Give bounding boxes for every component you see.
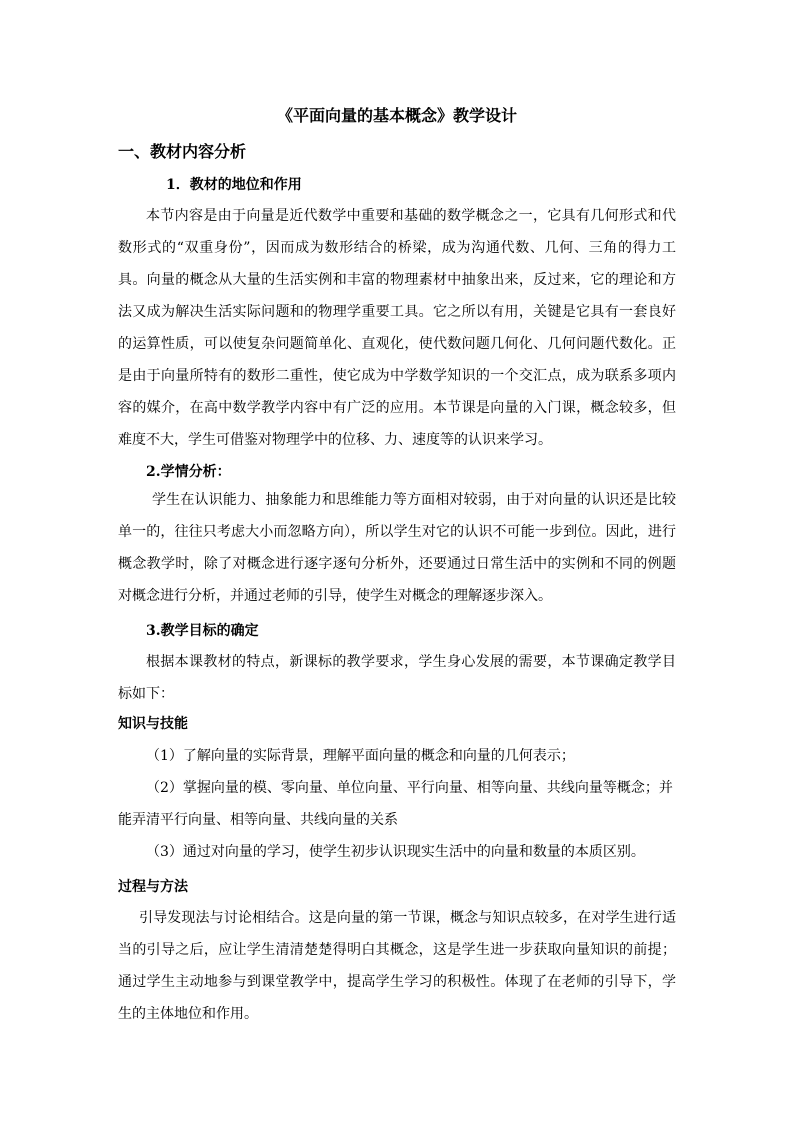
knowledge-item-2: （2）掌握向量的模、零向量、单位向量、平行向量、相等向量、共线向量等概念；并能弄清平行向量、相等向量、共线向量的关系 [118, 780, 673, 828]
paragraph-teaching-goals: 根据本课教材的特点，新课标的教学要求，学生身心发展的需要，本节课确定教学目标如下： [118, 654, 676, 702]
document-title: 《平面向量的基本概念》教学设计 [276, 106, 517, 125]
subheading-student-analysis: 2.学情分析： [146, 464, 231, 480]
section-heading-textbook-analysis: 一、教材内容分析 [118, 142, 247, 161]
paragraph-student-analysis: 学生在认识能力、抽象能力和思维能力等方面相对较弱，由于对向量的认识还是比较单一的，往往只考虑大小而忽略方向），所以学生对它的认识不可能一步到位。因此，进行概念教学时，除了对概念进行逐字逐句分析外，还要通过日常生活中的实例和不同的例题对概念进行分析，并通过老师的引导，使学生对概念的理解逐步深入。 [118, 492, 676, 604]
heading-knowledge-skills: 知识与技能 [118, 716, 188, 732]
subheading-teaching-goals: 3.教学目标的确定 [146, 623, 259, 639]
knowledge-item-3: （3）通过对向量的学习，使学生初步认识现实生活中的向量和数量的本质区别。 [146, 844, 645, 860]
knowledge-item-1: （1）了解向量的实际背景，理解平面向量的概念和向量的几何表示； [146, 748, 575, 764]
paragraph-process-methods: 引导发现法与讨论相结合。这是向量的第一节课，概念与知识点较多，在对学生进行适当的引导之后，应让学生清清楚楚得明白其概念，这是学生进一步获取向量知识的前提；通过学生主动地参与到课堂教学中，提高学生学习的积极性。体现了在老师的引导下，学生的主体地位和作用。 [118, 910, 676, 1022]
subheading-status-role: 1．教材的地位和作用 [166, 177, 302, 193]
paragraph-status-role: 本节内容是由于向量是近代数学中重要和基础的数学概念之一，它具有几何形式和代数形式的“双重身份”，因而成为数形结合的桥梁，成为沟通代数、几何、三角的得力工具。向量的概念从大量的生活实例和丰富的物理素材中抽象出来，反过来，它的理论和方法又成为解决生活实际问题和的物理学重要工具。它之所以有用，关键是它具有一套良好的运算性质，可以使复杂问题简单化、直观化，使代数问题几何化、几何问题代数化。正是由于向量所特有的数形二重性，使它成为中学数学知识的一个交汇点，成为联系多项内容的媒介，在高中数学教学内容中有广泛的应用。本节课是向量的入门课，概念较多，但难度不大，学生可借鉴对物理学中的位移、力、速度等的认识来学习。 [118, 208, 676, 448]
heading-process-methods: 过程与方法 [118, 879, 188, 895]
